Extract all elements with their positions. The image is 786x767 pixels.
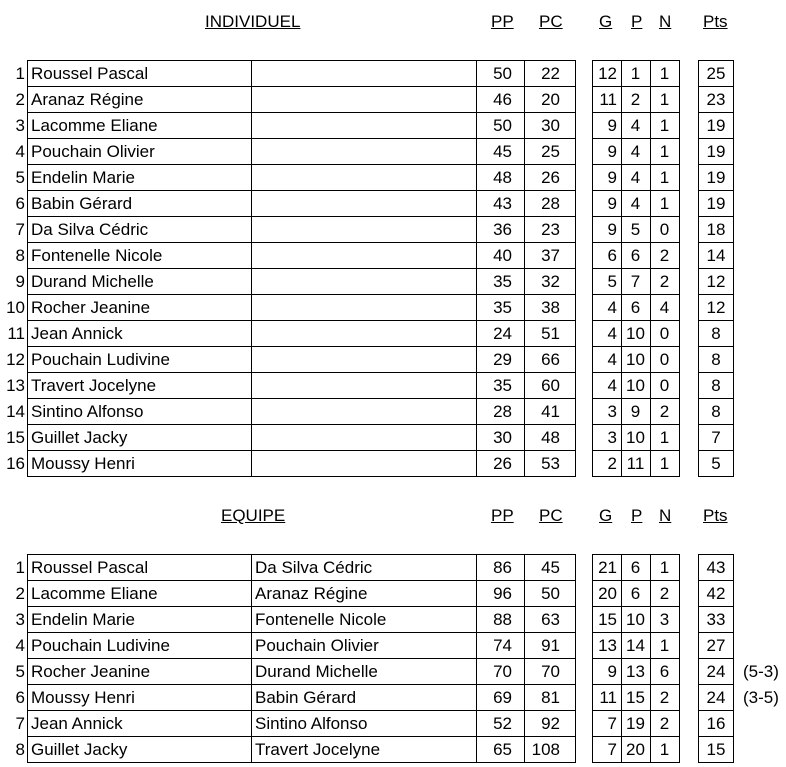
individuel-cell-pc: 32 (541, 272, 560, 291)
individuel-cell-partner (251, 243, 476, 270)
equipe-cell-n: 3 (659, 610, 670, 629)
individuel-cell-name: Roussel Pascal (31, 64, 149, 83)
equipe-cell-partner: Da Silva Cédric (255, 558, 373, 577)
equipe-cell-pp: 96 (493, 584, 512, 603)
individuel-cell-partner (251, 373, 476, 400)
equipe-cell-g: 21 (598, 558, 617, 577)
individuel-cell-pts: 7 (711, 428, 721, 447)
individuel-cell-pp: 35 (493, 376, 512, 395)
equipe-cell-pp: 69 (493, 688, 512, 707)
equipe-cell-partner: Babin Gérard (255, 688, 357, 707)
individuel-cell-pp: 29 (493, 350, 512, 369)
equipe-cell-rank: 6 (15, 688, 25, 707)
individuel-cell-name: Aranaz Régine (31, 90, 144, 109)
individuel-cell-p: 6 (630, 246, 641, 265)
equipe-cell-partner: Pouchain Olivier (255, 636, 379, 655)
equipe-cell-pc: 108 (531, 740, 560, 759)
individuel-cell-pp: 45 (493, 142, 512, 161)
individuel-cell-g: 4 (607, 298, 617, 317)
equipe-cell-rank: 4 (15, 636, 25, 655)
equipe-cell-p: 14 (626, 636, 645, 655)
individuel-cell-n: 1 (659, 142, 670, 161)
individuel-cell-n: 1 (659, 168, 670, 187)
individuel-cell-g: 11 (599, 90, 617, 109)
equipe-cell-name: Lacomme Eliane (31, 584, 158, 603)
individuel-cell-n: 0 (659, 350, 670, 369)
individuel-cell-n: 1 (659, 64, 670, 83)
equipe-header-pc: PC (539, 506, 563, 525)
individuel-header-g: G (599, 12, 613, 31)
individuel-cell-g: 9 (607, 142, 617, 161)
equipe-cell-p: 6 (630, 558, 641, 577)
individuel-cell-p: 6 (630, 298, 641, 317)
individuel-cell-p: 11 (626, 454, 645, 473)
individuel-cell-g: 12 (598, 64, 617, 83)
individuel-cell-g: 4 (607, 324, 617, 343)
equipe-cell-g: 20 (598, 584, 617, 603)
individuel-cell-pts: 8 (711, 402, 721, 421)
equipe-cell-rank: 3 (15, 610, 25, 629)
individuel-cell-name: Rocher Jeanine (31, 298, 151, 317)
equipe-cell-rank: 1 (15, 558, 25, 577)
individuel-cell-rank: 11 (7, 324, 25, 343)
equipe-cell-pp: 52 (493, 714, 512, 733)
equipe-header-pp: PP (491, 506, 514, 525)
individuel-cell-name: Moussy Henri (31, 454, 135, 473)
individuel-cell-p: 2 (630, 90, 641, 109)
individuel-cell-p: 7 (630, 272, 641, 291)
equipe-cell-pts: 33 (706, 610, 726, 629)
individuel-cell-p: 4 (630, 116, 641, 135)
equipe-cell-n: 1 (659, 558, 670, 577)
individuel-cell-rank: 4 (15, 142, 25, 161)
individuel-cell-pts: 19 (706, 168, 726, 187)
individuel-cell-g: 6 (607, 246, 617, 265)
equipe-cell-pc: 92 (541, 714, 560, 733)
equipe-cell-partner: Sintino Alfonso (255, 714, 368, 733)
individuel-cell-partner (251, 191, 476, 218)
individuel-cell-n: 1 (659, 194, 670, 213)
equipe-cell-partner: Travert Jocelyne (255, 740, 381, 759)
equipe-cell-pp: 70 (493, 662, 512, 681)
equipe-cell-pp: 65 (493, 740, 512, 759)
individuel-header-p: P (631, 12, 643, 31)
individuel-cell-partner (251, 451, 476, 478)
individuel-cell-pp: 35 (493, 298, 512, 317)
individuel-cell-rank: 9 (15, 272, 25, 291)
individuel-cell-pc: 28 (541, 194, 560, 213)
equipe-cell-p: 15 (626, 688, 645, 707)
individuel-cell-pts: 18 (706, 220, 726, 239)
individuel-cell-pts: 19 (706, 194, 726, 213)
individuel-cell-rank: 13 (6, 376, 25, 395)
individuel-cell-g: 9 (607, 194, 617, 213)
individuel-cell-pc: 60 (541, 376, 560, 395)
equipe-cell-pts: 27 (706, 636, 726, 655)
individuel-cell-partner (251, 61, 476, 88)
equipe-cell-pts: 15 (706, 740, 726, 759)
individuel-cell-pc: 38 (541, 298, 560, 317)
individuel-cell-pc: 25 (541, 142, 560, 161)
equipe-tiebreak-note: (3-5) (743, 688, 779, 707)
individuel-cell-rank: 7 (15, 220, 25, 239)
individuel-cell-pp: 46 (493, 90, 512, 109)
individuel-cell-p: 10 (626, 428, 645, 447)
equipe-cell-name: Rocher Jeanine (31, 662, 151, 681)
equipe-cell-pts: 42 (706, 584, 726, 603)
individuel-cell-partner (251, 165, 476, 192)
individuel-cell-partner (251, 217, 476, 244)
individuel-header-pp: PP (491, 12, 514, 31)
individuel-cell-pts: 8 (711, 324, 721, 343)
individuel-cell-g: 4 (607, 376, 617, 395)
individuel-cell-rank: 10 (6, 298, 25, 317)
equipe-header-pts: Pts (703, 506, 728, 525)
individuel-cell-partner (251, 269, 476, 296)
equipe-cell-partner: Aranaz Régine (255, 584, 368, 603)
individuel-cell-pp: 35 (493, 272, 512, 291)
equipe-cell-n: 1 (659, 740, 670, 759)
equipe-cell-n: 6 (659, 662, 670, 681)
individuel-header-pts: Pts (703, 12, 728, 31)
individuel-cell-partner (251, 113, 476, 140)
equipe-cell-name: Moussy Henri (31, 688, 135, 707)
equipe-header-p: P (631, 506, 643, 525)
individuel-cell-pp: 26 (493, 454, 512, 473)
equipe-header-g: G (599, 506, 613, 525)
equipe-cell-n: 2 (659, 584, 670, 603)
individuel-cell-pc: 23 (541, 220, 560, 239)
individuel-cell-n: 0 (659, 324, 670, 343)
individuel-cell-pc: 66 (541, 350, 560, 369)
equipe-cell-pts: 24 (706, 662, 726, 681)
individuel-cell-n: 1 (659, 454, 670, 473)
equipe-cell-rank: 2 (15, 584, 25, 603)
individuel-cell-pc: 30 (541, 116, 560, 135)
equipe-cell-n: 1 (659, 636, 670, 655)
individuel-cell-pc: 22 (541, 64, 560, 83)
individuel-cell-pts: 14 (706, 246, 726, 265)
individuel-cell-pp: 36 (493, 220, 512, 239)
individuel-cell-partner (251, 295, 476, 322)
individuel-cell-name: Durand Michelle (31, 272, 154, 291)
individuel-cell-n: 1 (659, 90, 670, 109)
individuel-cell-partner (251, 321, 476, 348)
individuel-cell-pp: 28 (493, 402, 512, 421)
individuel-cell-rank: 3 (15, 116, 25, 135)
individuel-cell-name: Lacomme Eliane (31, 116, 158, 135)
individuel-cell-rank: 8 (15, 246, 25, 265)
individuel-cell-pp: 48 (493, 168, 512, 187)
individuel-cell-pc: 48 (541, 428, 560, 447)
equipe-cell-pc: 91 (541, 636, 560, 655)
equipe-cell-partner: Fontenelle Nicole (255, 610, 387, 629)
individuel-cell-rank: 14 (6, 402, 25, 421)
equipe-cell-name: Endelin Marie (31, 610, 135, 629)
equipe-cell-pc: 81 (541, 688, 560, 707)
equipe-cell-partner: Durand Michelle (255, 662, 378, 681)
individuel-cell-partner (251, 87, 476, 114)
individuel-cell-pc: 20 (541, 90, 560, 109)
equipe-header-n: N (659, 506, 672, 525)
individuel-cell-name: Jean Annick (31, 324, 123, 343)
individuel-cell-g: 9 (607, 220, 617, 239)
individuel-cell-p: 10 (626, 350, 645, 369)
equipe-cell-pc: 70 (541, 662, 560, 681)
individuel-cell-pc: 26 (541, 168, 560, 187)
equipe-cell-name: Jean Annick (31, 714, 123, 733)
individuel-cell-pts: 19 (706, 142, 726, 161)
equipe-cell-g: 15 (598, 610, 617, 629)
individuel-cell-g: 3 (607, 428, 617, 447)
equipe-cell-pts: 16 (706, 714, 726, 733)
individuel-cell-p: 1 (630, 64, 641, 83)
equipe-cell-n: 2 (659, 688, 670, 707)
equipe-cell-p: 6 (630, 584, 641, 603)
equipe-cell-g: 7 (607, 740, 617, 759)
individuel-cell-partner (251, 399, 476, 426)
individuel-header-n: N (659, 12, 672, 31)
individuel-cell-g: 2 (607, 454, 617, 473)
individuel-cell-n: 4 (659, 298, 670, 317)
equipe-title: EQUIPE (221, 506, 286, 525)
individuel-cell-pts: 5 (711, 454, 721, 473)
individuel-cell-pts: 23 (706, 90, 726, 109)
individuel-cell-name: Travert Jocelyne (31, 376, 157, 395)
equipe-cell-p: 19 (626, 714, 645, 733)
individuel-cell-pp: 40 (493, 246, 512, 265)
equipe-cell-name: Pouchain Ludivine (31, 636, 170, 655)
individuel-cell-n: 0 (659, 376, 670, 395)
individuel-cell-name: Guillet Jacky (31, 428, 128, 447)
individuel-cell-name: Pouchain Ludivine (31, 350, 170, 369)
individuel-cell-p: 4 (630, 142, 641, 161)
equipe-cell-pp: 74 (493, 636, 512, 655)
individuel-cell-name: Pouchain Olivier (31, 142, 155, 161)
individuel-title: INDIVIDUEL (205, 12, 301, 31)
individuel-cell-n: 2 (659, 402, 670, 421)
individuel-cell-g: 9 (607, 168, 617, 187)
individuel-cell-rank: 1 (15, 64, 25, 83)
equipe-cell-n: 2 (659, 714, 670, 733)
individuel-cell-rank: 2 (15, 90, 25, 109)
individuel-cell-pts: 8 (711, 376, 721, 395)
equipe-cell-g: 11 (599, 688, 617, 707)
individuel-cell-rank: 15 (6, 428, 25, 447)
individuel-cell-name: Babin Gérard (31, 194, 133, 213)
individuel-cell-name: Fontenelle Nicole (31, 246, 163, 265)
individuel-cell-partner (251, 347, 476, 374)
individuel-cell-p: 5 (630, 220, 641, 239)
equipe-cell-name: Roussel Pascal (31, 558, 149, 577)
individuel-cell-pp: 50 (493, 64, 512, 83)
individuel-cell-pp: 30 (493, 428, 512, 447)
equipe-cell-g: 13 (598, 636, 617, 655)
individuel-cell-n: 0 (659, 220, 670, 239)
equipe-cell-pc: 50 (541, 584, 560, 603)
individuel-cell-pc: 53 (541, 454, 560, 473)
individuel-cell-pp: 43 (493, 194, 512, 213)
individuel-cell-g: 3 (607, 402, 617, 421)
individuel-cell-rank: 16 (6, 454, 25, 473)
individuel-cell-rank: 6 (15, 194, 25, 213)
individuel-cell-pc: 41 (541, 402, 560, 421)
individuel-cell-pts: 12 (706, 298, 726, 317)
equipe-cell-pp: 88 (493, 610, 512, 629)
individuel-cell-pc: 51 (541, 324, 560, 343)
equipe-cell-p: 13 (626, 662, 645, 681)
equipe-cell-pts: 24 (706, 688, 726, 707)
individuel-cell-pts: 8 (711, 350, 721, 369)
individuel-cell-p: 9 (630, 402, 641, 421)
individuel-cell-n: 2 (659, 272, 670, 291)
equipe-cell-g: 7 (607, 714, 617, 733)
individuel-cell-rank: 12 (6, 350, 25, 369)
equipe-cell-rank: 8 (15, 740, 25, 759)
equipe-cell-p: 20 (626, 740, 645, 759)
individuel-cell-p: 10 (626, 376, 645, 395)
equipe-cell-rank: 5 (15, 662, 25, 681)
equipe-cell-g: 9 (607, 662, 617, 681)
individuel-cell-g: 4 (607, 350, 617, 369)
equipe-cell-rank: 7 (15, 714, 25, 733)
individuel-cell-pc: 37 (541, 246, 560, 265)
individuel-cell-partner (251, 425, 476, 452)
equipe-cell-pts: 43 (706, 558, 726, 577)
individuel-cell-pts: 12 (706, 272, 726, 291)
equipe-cell-name: Guillet Jacky (31, 740, 128, 759)
equipe-cell-pp: 86 (493, 558, 512, 577)
equipe-tiebreak-note: (5-3) (743, 662, 779, 681)
individuel-cell-pts: 25 (706, 64, 726, 83)
equipe-cell-p: 10 (626, 610, 645, 629)
individuel-cell-name: Da Silva Cédric (31, 220, 149, 239)
individuel-cell-n: 2 (659, 246, 670, 265)
individuel-cell-g: 9 (607, 116, 617, 135)
individuel-cell-n: 1 (659, 428, 670, 447)
equipe-cell-pc: 45 (541, 558, 560, 577)
equipe-cell-pc: 63 (541, 610, 560, 629)
individuel-cell-n: 1 (659, 116, 670, 135)
individuel-cell-pp: 24 (493, 324, 512, 343)
individuel-cell-name: Endelin Marie (31, 168, 135, 187)
individuel-cell-pts: 19 (706, 116, 726, 135)
individuel-cell-p: 10 (626, 324, 645, 343)
individuel-cell-partner (251, 139, 476, 166)
individuel-cell-p: 4 (630, 168, 641, 187)
individuel-cell-name: Sintino Alfonso (31, 402, 144, 421)
individuel-cell-rank: 5 (15, 168, 25, 187)
individuel-cell-g: 5 (607, 272, 617, 291)
individuel-cell-p: 4 (630, 194, 641, 213)
individuel-cell-pp: 50 (493, 116, 512, 135)
individuel-header-pc: PC (539, 12, 563, 31)
